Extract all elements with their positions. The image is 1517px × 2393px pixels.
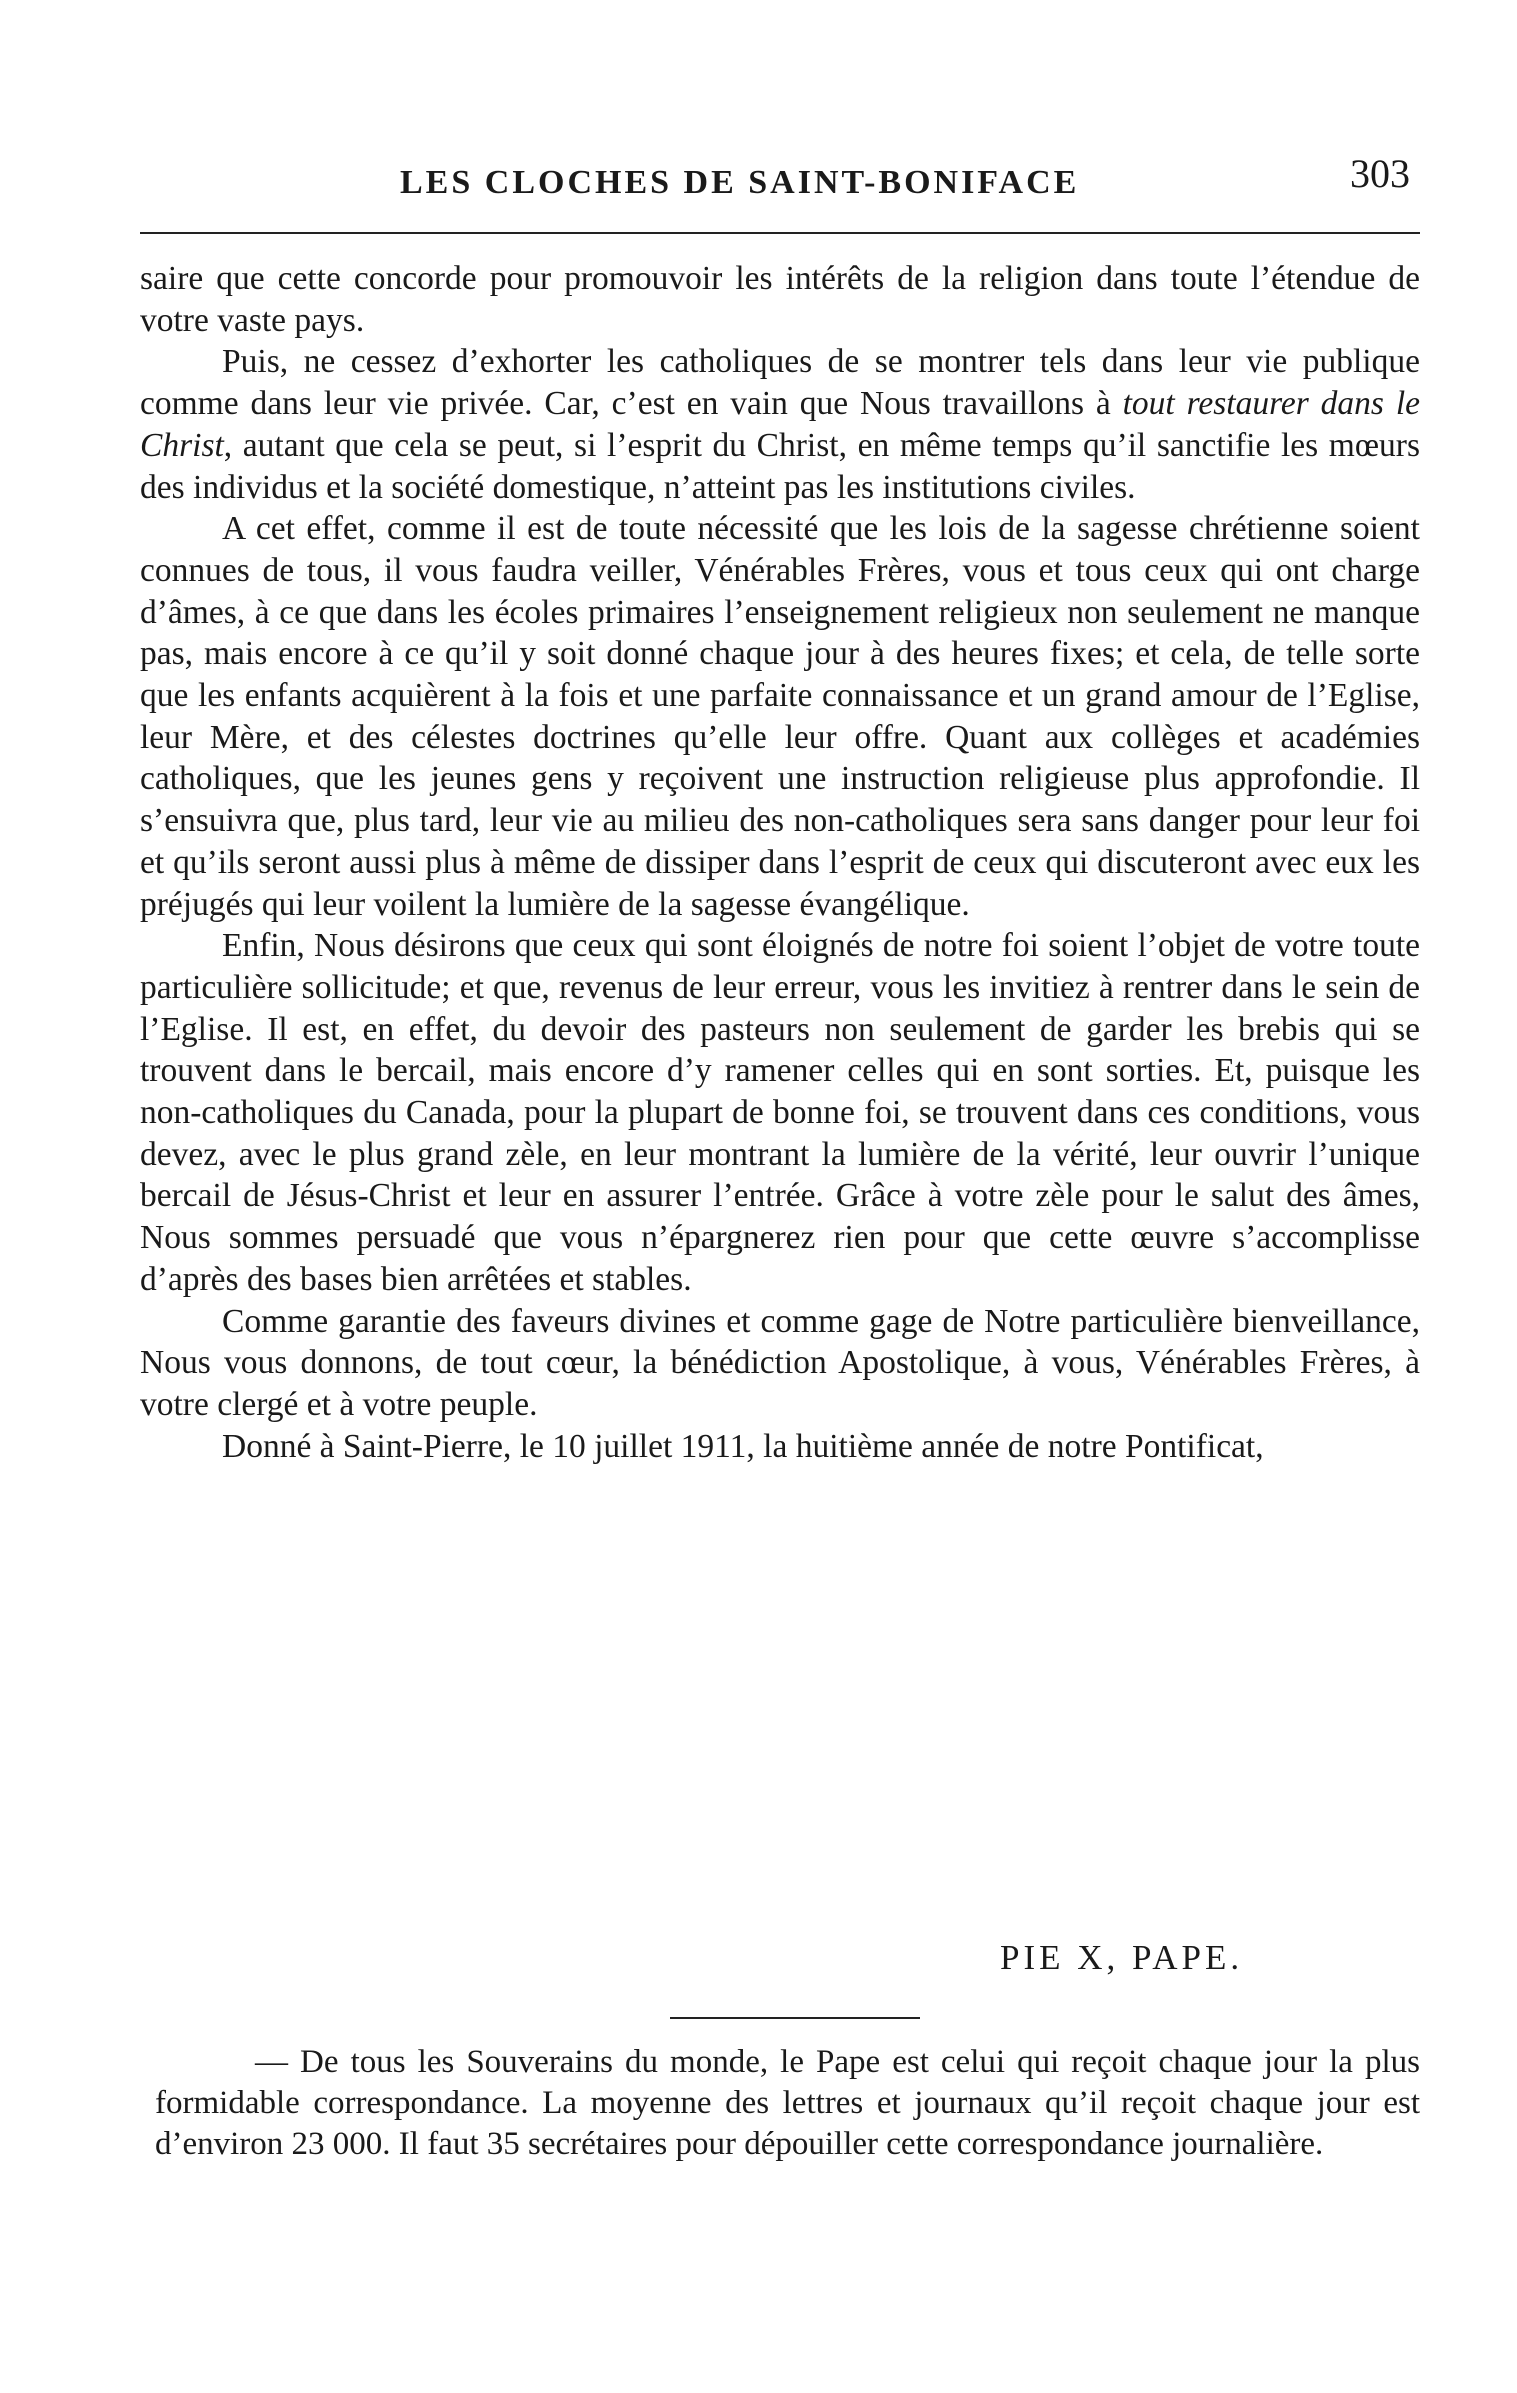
paragraph-2-text-a: Puis, ne cessez d’exhorter les catholiques de se montrer tels dans leur vie publique comme dans leur vie privée. Car, c’est en vain que Nous travaillons à — [140, 343, 1420, 423]
page-number: 303 — [1350, 151, 1410, 196]
paragraph-6: Donné à Saint-Pierre, le 10 juillet 1911, la huitième année de notre Pontificat, — [222, 1427, 1264, 1465]
body-text — [140, 258, 1420, 1467]
footnote — [155, 2042, 1420, 2165]
paragraph-5: Comme garantie des faveurs divines et comme gage de Notre particulière bienveillance, Nous vous donnons, de tout cœur, la bénédiction Apostolique, à vous, Vénérables Frères, à votre clergé et à votre peuple. — [140, 1302, 1420, 1423]
paragraph-2 — [140, 341, 1420, 508]
paragraph-2-italic: tout restaurer dans le Christ — [140, 385, 1420, 464]
header-rule — [140, 232, 1420, 234]
paragraph-3: A cet effet, comme il est de toute nécessité que les lois de la sagesse chrétienne soient connues de tous, il vous faudra veiller, Vénérables Frères, vous et tous ceux qui ont charge d’âmes, à ce que dans les écoles primaires l’enseignement religieux non seulement ne manque pas, mais encore à ce qu’il y soit donné chaque jour à des heures fixes; et cela, de telle sorte que les enfants acquièrent à la fois et une parfaite connaissance et un grand amour de l’Eglise, leur Mère, et des célestes doctrines qu’elle leur offre. Quant aux collèges et académies catholiques, que les jeunes gens y reçoivent une instruction religieuse plus approfondie. Il s’ensuivra que, plus tard, leur vie au milieu des non-catholiques sera sans danger pour leur foi et qu’ils seront aussi plus à même de dissiper dans l’esprit de ceux qui discuteront avec eux les préjugés qui leur voilent la lumière de la sagesse évangélique. — [140, 510, 1420, 923]
running-title: LES CLOCHES DE SAINT-BONIFACE — [400, 164, 1080, 201]
signature: PIE X, PAPE. — [1000, 1938, 1244, 1977]
footnote-rule — [670, 2017, 920, 2019]
paragraph-4: Enfin, Nous désirons que ceux qui sont éloignés de notre foi soient l’objet de votre toute particulière sollicitude; et que, revenus de leur erreur, vous les invitiez à rentrer dans le sein de l’Eglise. Il est, en effet, du devoir des pasteurs non seulement de garder les brebis qui se trouvent dans le bercail, mais encore d’y ramener celles qui en sont sorties. Et, puisque les non-catholiques du Canada, pour la plupart de bonne foi, se trouvent dans ces conditions, vous devez, avec le plus grand zèle, en leur montrant la lumière de la vérité, leur ouvrir l’unique bercail de Jésus-Christ et leur en assurer l’entrée. Grâce à votre zèle pour le salut des âmes, Nous sommes persuadé que vous n’épargnerez rien pour que cette œuvre s’accomplisse d’après des bases bien arrêtées et stables. — [140, 927, 1420, 1298]
footnote-text: — De tous les Souverains du monde, le Pape est celui qui reçoit chaque jour la plus formidable correspondance. La moyenne des lettres et journaux qu’il reçoit chaque jour est d’environ 23 000. Il faut 35 secrétaires pour dépouiller cette correspondance journalière. — [155, 2044, 1420, 2162]
running-head — [140, 150, 1420, 210]
paragraph-2-text-b: , autant que cela se peut, si l’esprit du Christ, en même temps qu’il sanctifie les mœurs des individus et la société domestique, n’atteint pas les institutions civiles. — [140, 426, 1420, 506]
paragraph-1: saire que cette concorde pour promouvoir les intérêts de la religion dans toute l’étendue de votre vaste pays. — [140, 260, 1420, 339]
